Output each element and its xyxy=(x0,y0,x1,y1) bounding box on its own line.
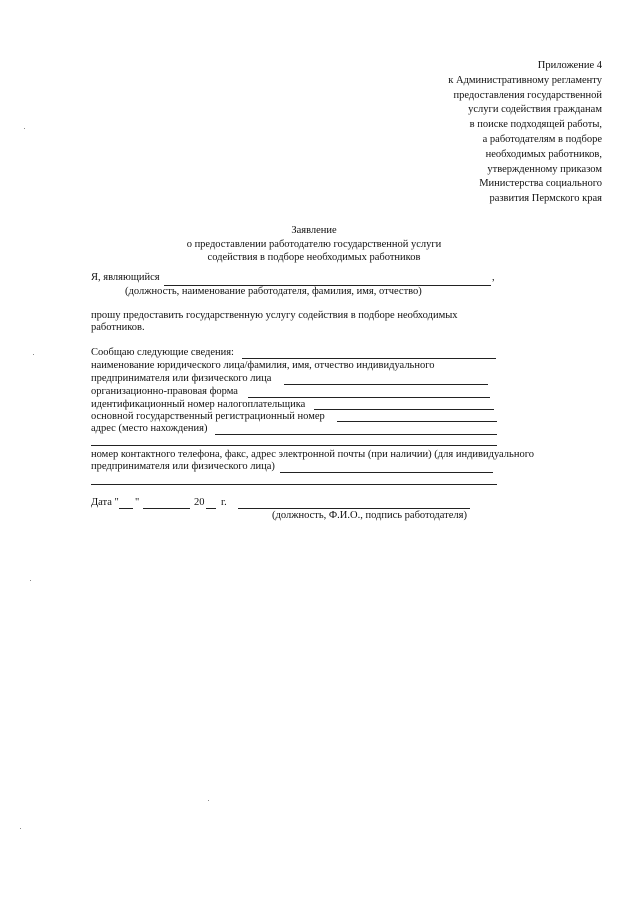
name-line-2: предпринимателя или физического лица xyxy=(91,373,272,384)
document-title xyxy=(0,224,628,265)
date-day-field[interactable] xyxy=(119,508,133,509)
date-year-suffix: г. xyxy=(221,497,227,508)
contacts-field-extra[interactable] xyxy=(91,484,497,485)
org-form-label: организационно-правовая форма xyxy=(91,386,238,397)
scan-speck xyxy=(33,354,34,355)
request-line-1: прошу предоставить государственную услугу содействия в подборе необходимых xyxy=(91,310,458,321)
address-field-extra[interactable] xyxy=(91,445,497,446)
ogrn-field[interactable] xyxy=(337,421,497,422)
title-line-3: содействия в подборе необходимых работников xyxy=(207,252,421,263)
contacts-line-2: предпринимателя или физического лица) xyxy=(91,461,275,472)
date-year-prefix: 20 xyxy=(194,497,205,508)
title-line-2: о предоставлении работодателю государственной услуги xyxy=(186,238,442,250)
address-field[interactable] xyxy=(215,434,497,435)
appendix-line: услуги содействия гражданам xyxy=(468,104,602,116)
appendix-line: Приложение 4 xyxy=(537,60,602,71)
scan-speck xyxy=(208,800,209,801)
scan-speck xyxy=(20,828,21,829)
org-form-field[interactable] xyxy=(248,397,490,398)
date-label: Дата " xyxy=(91,497,119,508)
title-line-1: Заявление xyxy=(291,225,337,236)
contacts-line-1: номер контактного телефона, факс, адрес электронной почты (при наличии) (для индивидуального xyxy=(91,449,535,460)
name-field[interactable] xyxy=(284,384,488,385)
scan-speck xyxy=(30,580,31,581)
inn-field[interactable] xyxy=(314,409,494,410)
info-intro-field[interactable] xyxy=(242,358,496,359)
applicant-hint: (должность, наименование работодателя, фамилия, имя, отчество) xyxy=(125,286,422,297)
inn-label: идентификационный номер налогоплательщика xyxy=(91,399,306,410)
appendix-line: утвержденному приказом xyxy=(487,163,602,175)
appendix-line: а работодателям в подборе xyxy=(482,133,602,145)
signature-hint: (должность, Ф.И.О., подпись работодателя) xyxy=(272,510,467,521)
applicant-prefix: Я, являющийся xyxy=(91,272,160,283)
ogrn-label: основной государственный регистрационный номер xyxy=(91,411,325,422)
info-intro: Сообщаю следующие сведения: xyxy=(91,347,234,358)
applicant-comma: , xyxy=(492,272,495,283)
appendix-line: необходимых работников, xyxy=(485,148,602,160)
signature-field[interactable] xyxy=(238,508,470,509)
date-month-field[interactable] xyxy=(143,508,190,509)
appendix-line: развития Пермского края xyxy=(489,193,602,205)
request-line-2: работников. xyxy=(91,322,145,333)
appendix-line: предоставления государственной xyxy=(453,89,602,101)
appendix-reference xyxy=(448,59,602,207)
scan-speck xyxy=(24,128,25,129)
address-label: адрес (место нахождения) xyxy=(91,423,208,434)
name-line-1: наименование юридического лица/фамилия, имя, отчество индивидуального xyxy=(91,360,435,371)
appendix-line: к Административному регламенту xyxy=(448,74,602,86)
date-quote: " xyxy=(135,497,140,508)
appendix-line: Министерства социального xyxy=(479,178,602,190)
appendix-line: в поиске подходящей работы, xyxy=(469,119,602,131)
date-year-field[interactable] xyxy=(206,508,216,509)
contacts-field[interactable] xyxy=(280,472,493,473)
